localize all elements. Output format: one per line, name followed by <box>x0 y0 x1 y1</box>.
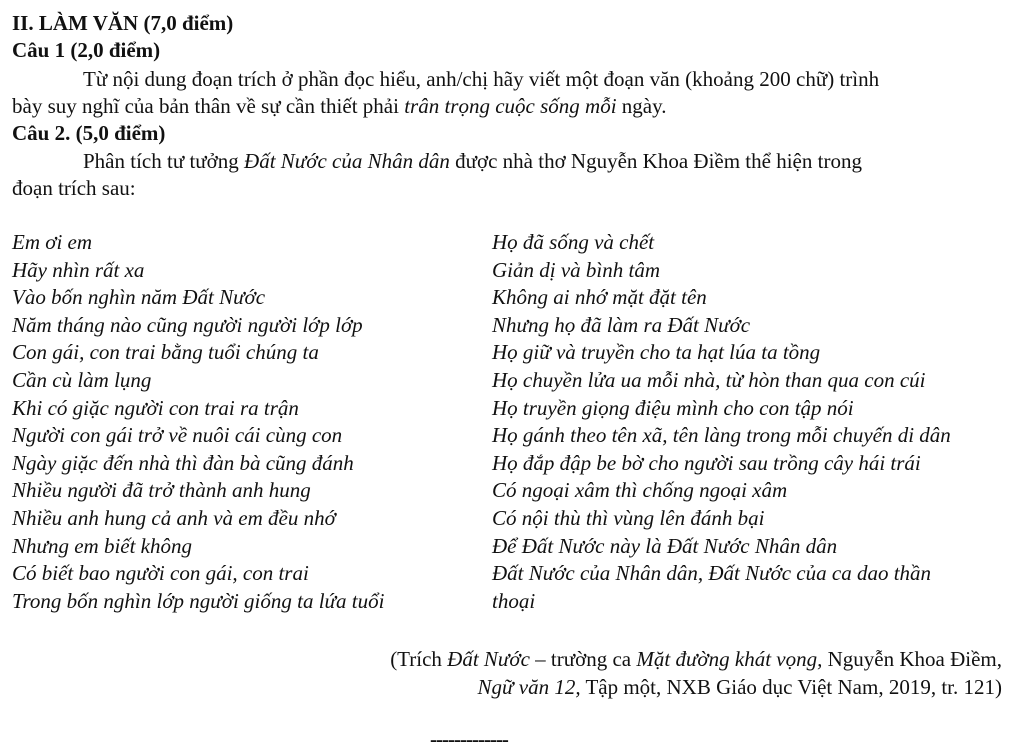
poem-line: Họ đã sống và chết <box>492 230 655 254</box>
question-1-text-line-1: Từ nội dung đoạn trích ở phần đọc hiểu, anh/chị hãy viết một đoạn văn (khoảng 200 chữ) trình <box>83 67 880 91</box>
poem-line: Họ truyền giọng điệu mình cho con tập nói <box>492 395 854 420</box>
poem-line: Họ gánh theo tên xã, tên làng trong mỗi chuyến di dân <box>492 423 951 448</box>
question-2-text-line-1 <box>83 148 862 174</box>
poem-line: Nhưng họ đã làm ra Đất Nước <box>492 312 751 337</box>
poem-line: thoại <box>492 588 536 613</box>
citation-author: Nguyễn Khoa Điềm, <box>822 647 1002 671</box>
poem-line: Năm tháng nào cũng người người lớp lớp <box>12 312 363 337</box>
poem-line: Con gái, con trai bằng tuổi chúng ta <box>12 340 319 365</box>
poem-line: Cần cù làm lụng <box>12 367 152 392</box>
question-2-text-plain: Phân tích tư tưởng <box>83 149 245 173</box>
citation-publisher: Tập một, NXB Giáo dục Việt Nam, 2019, tr. 121) <box>580 675 1002 699</box>
poem-line: Khi có giặc người con trai ra trận <box>12 395 299 420</box>
poem-line: Họ chuyền lửa ua mỗi nhà, từ hòn than qua con cúi <box>492 367 926 392</box>
citation-textbook-title: Ngữ văn 12, <box>477 675 581 699</box>
poem-line: Vào bốn nghìn năm Đất Nước <box>12 285 266 310</box>
poem-line: Nhiều anh hung cả anh và em đều nhớ <box>12 505 336 530</box>
section-title: II. LÀM VĂN (7,0 điểm) <box>12 11 234 35</box>
poem-line: Trong bốn nghìn lớp người giống ta lứa tuổi <box>12 588 385 613</box>
citation-line-2 <box>478 674 1002 700</box>
poem-line: Có biết bao người con gái, con trai <box>12 561 309 586</box>
poem-line: Người con gái trở về nuôi cái cùng con <box>12 423 343 448</box>
poem-line: Em ơi em <box>12 230 93 254</box>
question-2-text-line-2: đoạn trích sau: <box>12 176 136 200</box>
citation-work-title: Đất Nước <box>447 647 530 671</box>
poem-line: Có ngoại xâm thì chống ngoại xâm <box>492 478 788 503</box>
poem-line: Để Đất Nước này là Đất Nước Nhân dân <box>492 533 838 558</box>
poem-line: Họ đắp đập be bờ cho người sau trồng cây hái trái <box>492 450 921 475</box>
poem-line: Ngày giặc đến nhà thì đàn bà cũng đánh <box>12 450 354 475</box>
question-1-heading: Câu 1 (2,0 điểm) <box>12 38 161 62</box>
poem-line: Nhưng em biết không <box>12 533 193 558</box>
citation-text: (Trích <box>390 647 448 671</box>
question-2-heading: Câu 2. (5,0 điểm) <box>12 121 166 145</box>
poem-line: Họ giữ và truyền cho ta hạt lúa ta tồng <box>492 340 821 365</box>
end-separator: ------------- <box>430 727 508 751</box>
citation-collection-title: Mặt đường khát vọng, <box>636 647 823 671</box>
poem-line: Hãy nhìn rất xa <box>12 257 145 282</box>
citation-text: – trường ca <box>529 647 637 671</box>
question-1-text-plain: bày suy nghĩ của bản thân về sự cần thiết phải <box>12 94 405 118</box>
question-2-text-end: được nhà thơ Nguyễn Khoa Điềm thể hiện trong <box>449 149 862 173</box>
citation-line-1 <box>390 646 1002 672</box>
poem-right-column <box>492 229 951 615</box>
poem-line: Giản dị và bình tâm <box>492 257 660 282</box>
poem-line: Không ai nhớ mặt đặt tên <box>492 285 707 310</box>
poem-left-column <box>12 229 384 615</box>
question-2-text-italic: Đất Nước của Nhân dân <box>244 149 450 173</box>
question-1-text-line-2 <box>12 93 667 119</box>
question-1-text-italic: trân trọng cuộc sống mỗi <box>404 94 617 118</box>
question-1-text-end: ngày. <box>616 94 667 118</box>
poem-line: Có nội thù thì vùng lên đánh bại <box>492 505 765 530</box>
poem-line: Nhiều người đã trở thành anh hung <box>12 478 311 503</box>
poem-line: Đất Nước của Nhân dân, Đất Nước của ca dao thần <box>492 561 932 586</box>
